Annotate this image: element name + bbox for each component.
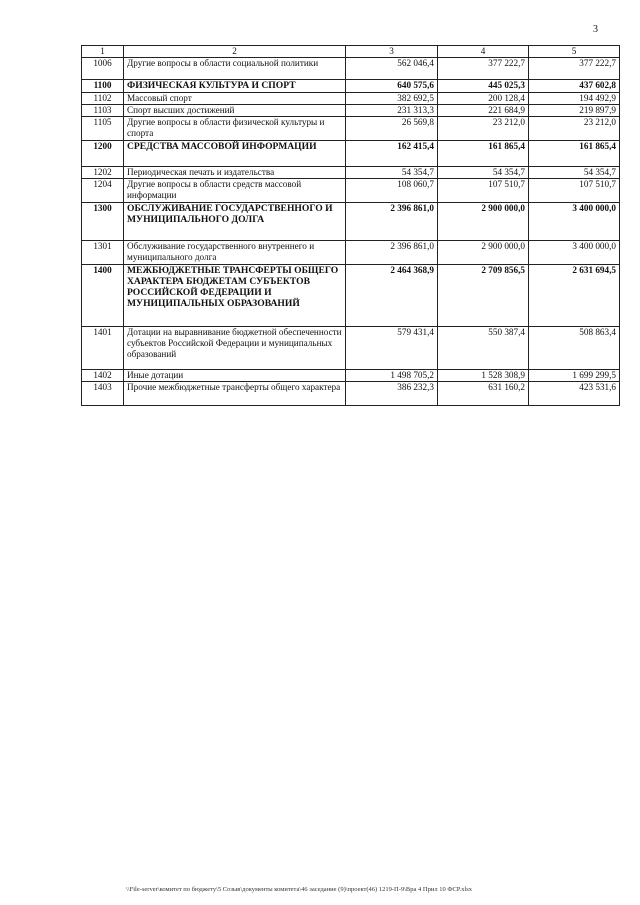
table-row [82, 117, 620, 141]
table-row [82, 93, 620, 105]
row-value-2: 200 128,4 [438, 93, 529, 105]
row-value-2: 161 865,4 [438, 141, 529, 167]
row-name: Массовый спорт [124, 93, 346, 105]
row-value-3: 423 531,6 [529, 382, 620, 406]
row-value-1: 1 498 705,2 [346, 370, 438, 382]
row-name: СРЕДСТВА МАССОВОЙ ИНФОРМАЦИИ [124, 141, 346, 167]
row-code: 1402 [82, 370, 124, 382]
row-name: Периодическая печать и издательства [124, 167, 346, 179]
row-code: 1100 [82, 80, 124, 93]
row-value-1: 2 464 368,9 [346, 265, 438, 327]
header-cell: 3 [346, 46, 438, 58]
row-value-2: 550 387,4 [438, 327, 529, 370]
row-code: 1006 [82, 58, 124, 80]
row-value-1: 26 569,8 [346, 117, 438, 141]
row-value-2: 2 900 000,0 [438, 241, 529, 265]
row-name: Другие вопросы в области средств массовой информации [124, 179, 346, 203]
row-value-1: 162 415,4 [346, 141, 438, 167]
table-row [82, 179, 620, 203]
budget-table [81, 45, 620, 406]
row-code: 1400 [82, 265, 124, 327]
row-name: Спорт высших достижений [124, 105, 346, 117]
row-value-3: 2 631 694,5 [529, 265, 620, 327]
row-value-3: 377 222,7 [529, 58, 620, 80]
row-value-1: 382 692,5 [346, 93, 438, 105]
table-row [82, 141, 620, 167]
row-value-1: 386 232,3 [346, 382, 438, 406]
row-value-3: 54 354,7 [529, 167, 620, 179]
row-value-3: 219 897,9 [529, 105, 620, 117]
row-code: 1105 [82, 117, 124, 141]
row-value-3: 107 510,7 [529, 179, 620, 203]
table-row [82, 327, 620, 370]
row-code: 1301 [82, 241, 124, 265]
row-code: 1102 [82, 93, 124, 105]
row-code: 1103 [82, 105, 124, 117]
table-row [82, 265, 620, 327]
table-row [82, 382, 620, 406]
row-value-1: 640 575,6 [346, 80, 438, 93]
row-value-3: 161 865,4 [529, 141, 620, 167]
row-value-1: 2 396 861,0 [346, 203, 438, 241]
row-value-3: 3 400 000,0 [529, 241, 620, 265]
row-value-2: 221 684,9 [438, 105, 529, 117]
header-cell: 1 [82, 46, 124, 58]
table-header-row [82, 46, 620, 58]
row-name: Другие вопросы в области социальной политики [124, 58, 346, 80]
row-value-2: 107 510,7 [438, 179, 529, 203]
row-value-3: 23 212,0 [529, 117, 620, 141]
row-value-1: 2 396 861,0 [346, 241, 438, 265]
row-value-2: 2 900 000,0 [438, 203, 529, 241]
header-cell: 4 [438, 46, 529, 58]
row-value-2: 1 528 308,9 [438, 370, 529, 382]
row-value-2: 23 212,0 [438, 117, 529, 141]
row-code: 1200 [82, 141, 124, 167]
row-name: Прочие межбюджетные трансферты общего характера [124, 382, 346, 406]
row-code: 1300 [82, 203, 124, 241]
row-value-1: 579 431,4 [346, 327, 438, 370]
row-name: МЕЖБЮДЖЕТНЫЕ ТРАНСФЕРТЫ ОБЩЕГО ХАРАКТЕРА БЮДЖЕТАМ СУБЪЕКТОВ РОССИЙСКОЙ ФЕДЕРАЦИИ И МУНИЦИПАЛЬНЫХ ОБРАЗОВАНИЙ [124, 265, 346, 327]
row-value-3: 1 699 299,5 [529, 370, 620, 382]
row-name: ФИЗИЧЕСКАЯ КУЛЬТУРА И СПОРТ [124, 80, 346, 93]
header-cell: 2 [124, 46, 346, 58]
row-code: 1204 [82, 179, 124, 203]
table-row [82, 203, 620, 241]
row-value-3: 194 492,9 [529, 93, 620, 105]
row-code: 1401 [82, 327, 124, 370]
table-row [82, 105, 620, 117]
row-value-2: 2 709 856,5 [438, 265, 529, 327]
row-value-2: 631 160,2 [438, 382, 529, 406]
row-name: Обслуживание государственного внутреннего и муниципального долга [124, 241, 346, 265]
row-name: Иные дотации [124, 370, 346, 382]
page-number: 3 [593, 24, 598, 35]
row-value-2: 54 354,7 [438, 167, 529, 179]
table-row [82, 241, 620, 265]
header-cell: 5 [529, 46, 620, 58]
row-value-3: 437 602,8 [529, 80, 620, 93]
row-code: 1202 [82, 167, 124, 179]
row-name: Другие вопросы в области физической культуры и спорта [124, 117, 346, 141]
row-value-3: 508 863,4 [529, 327, 620, 370]
row-value-2: 377 222,7 [438, 58, 529, 80]
table-row [82, 370, 620, 382]
row-value-1: 231 313,3 [346, 105, 438, 117]
row-value-1: 108 060,7 [346, 179, 438, 203]
footer-file-path: \\File-server\комитет по бюджету\5 Созыв\документы комитета\46 заседание (9)\проект(46) 1219-П-9\Вра 4 Прил 10 ФСР.xlsx [126, 886, 473, 893]
row-code: 1403 [82, 382, 124, 406]
table-row [82, 167, 620, 179]
row-value-2: 445 025,3 [438, 80, 529, 93]
row-value-3: 3 400 000,0 [529, 203, 620, 241]
table-row [82, 58, 620, 80]
row-value-1: 54 354,7 [346, 167, 438, 179]
row-name: Дотации на выравнивание бюджетной обеспеченности субъектов Российской Федерации и муниципальных образований [124, 327, 346, 370]
row-value-1: 562 046,4 [346, 58, 438, 80]
table-row [82, 80, 620, 93]
row-name: ОБСЛУЖИВАНИЕ ГОСУДАРСТВЕННОГО И МУНИЦИПАЛЬНОГО ДОЛГА [124, 203, 346, 241]
